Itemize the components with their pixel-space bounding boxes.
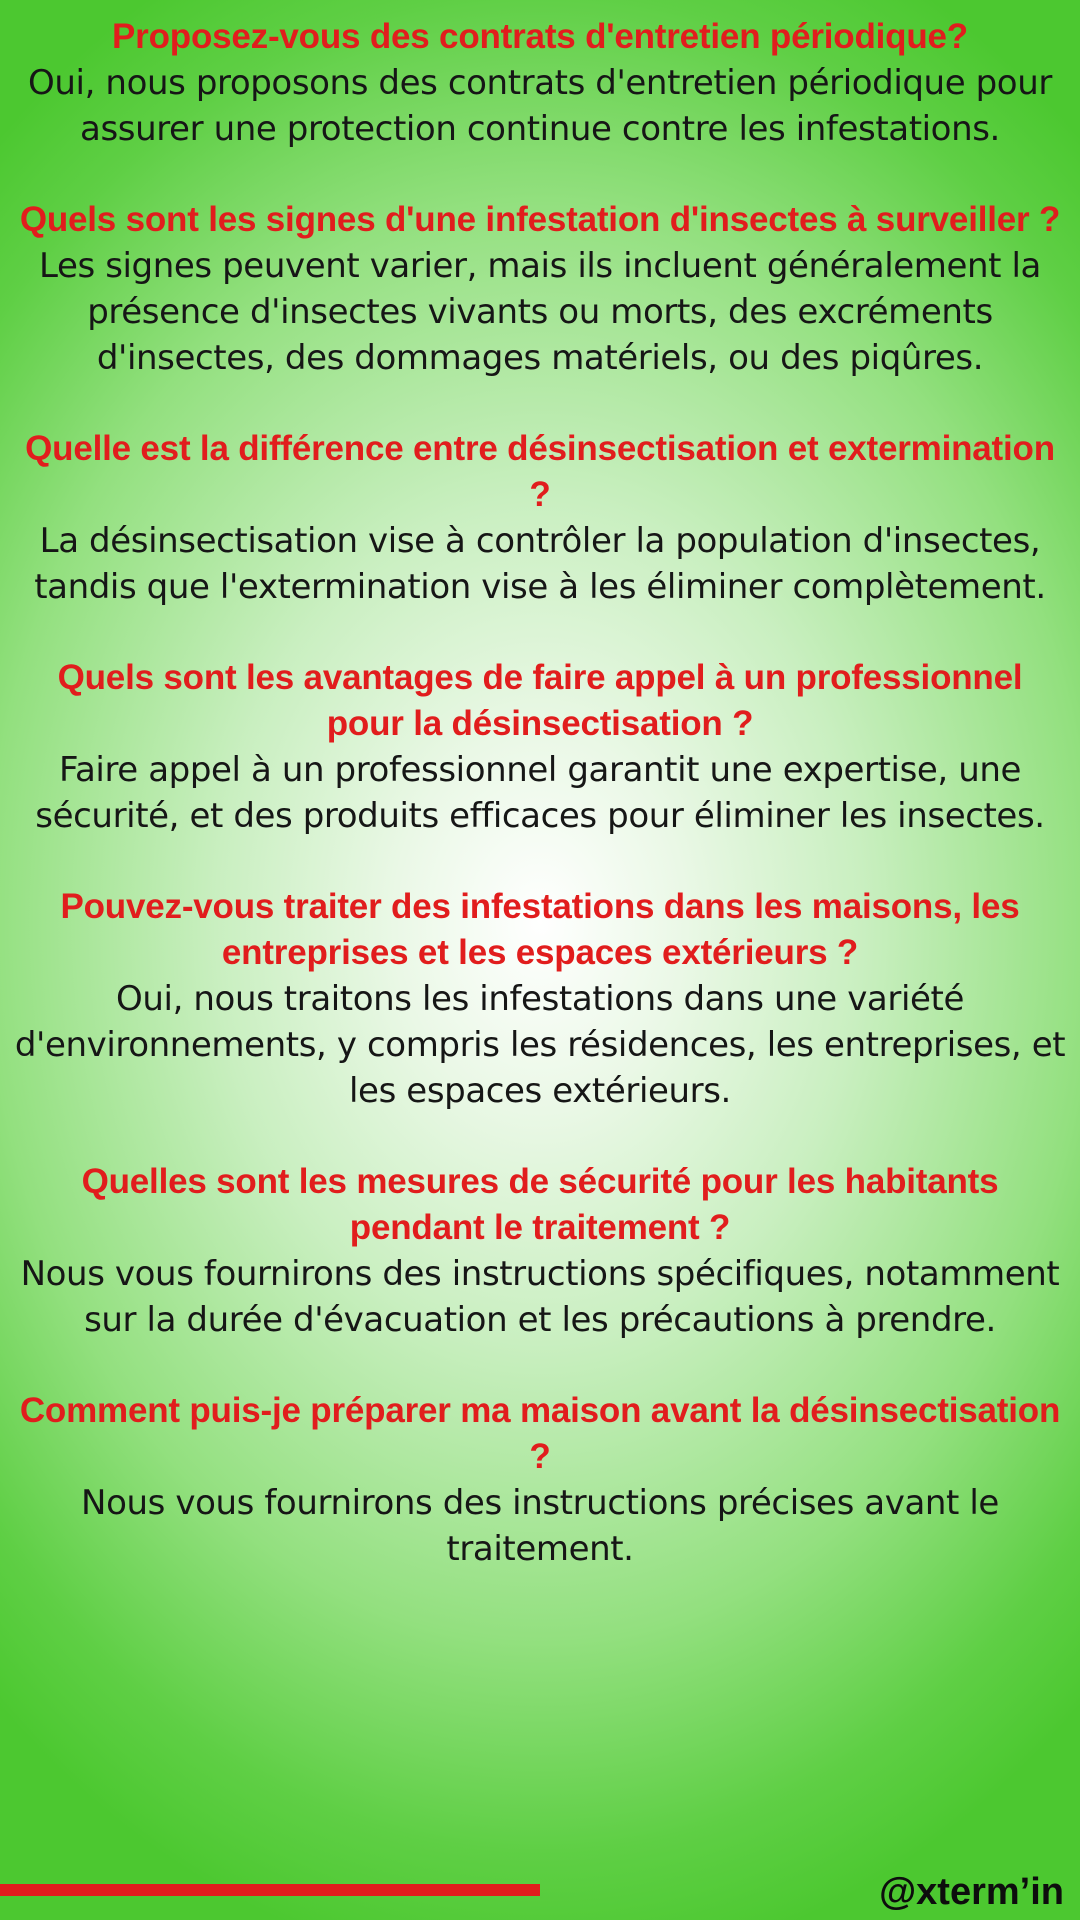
faq-item-4 <box>0 655 1080 839</box>
faq-item-2 <box>0 197 1080 381</box>
faq-question: Quels sont les signes d'une infestation d'insectes à surveiller ? <box>19 200 1061 239</box>
faq-item-6 <box>0 1159 1080 1343</box>
faq-question: Proposez-vous des contrats d'entretien périodique? <box>112 17 968 56</box>
faq-answer: Faire appel à un professionnel garantit une expertise, une sécurité, et des produits efficaces pour éliminer les insectes. <box>35 750 1045 836</box>
faq-answer: Les signes peuvent varier, mais ils incluent généralement la présence d'insectes vivants ou morts, des excréments d'insectes, des dommages matériels, ou des piqûres. <box>39 246 1041 378</box>
faq-question: Comment puis-je préparer ma maison avant la désinsectisation ? <box>19 1391 1061 1476</box>
faq-answer: La désinsectisation vise à contrôler la population d'insectes, tandis que l'extermination vise à les éliminer complètement. <box>34 521 1046 607</box>
faq-question: Quels sont les avantages de faire appel à un professionnel pour la désinsectisation ? <box>57 658 1023 743</box>
social-handle: @xterm’in <box>879 1871 1064 1913</box>
faq-item-5 <box>0 884 1080 1114</box>
faq-item-1 <box>0 14 1080 152</box>
faq-answer: Oui, nous traitons les infestations dans une variété d'environnements, y compris les résidences, les entreprises, et les espaces extérieurs. <box>14 979 1066 1111</box>
faq-answer: Nous vous fournirons des instructions précises avant le traitement. <box>81 1483 999 1569</box>
faq-question: Quelles sont les mesures de sécurité pour les habitants pendant le traitement ? <box>81 1162 999 1247</box>
faq-list <box>0 14 1080 1617</box>
faq-answer: Nous vous fournirons des instructions spécifiques, notamment sur la durée d'évacuation et les précautions à prendre. <box>20 1254 1060 1340</box>
faq-item-7 <box>0 1388 1080 1572</box>
faq-question: Pouvez-vous traiter des infestations dans les maisons, les entreprises et les espaces extérieurs ? <box>60 887 1020 972</box>
faq-item-3 <box>0 426 1080 610</box>
faq-question: Quelle est la différence entre désinsectisation et extermination ? <box>25 429 1055 514</box>
accent-bar <box>0 1884 540 1896</box>
faq-answer: Oui, nous proposons des contrats d'entretien périodique pour assurer une protection continue contre les infestations. <box>28 63 1052 149</box>
